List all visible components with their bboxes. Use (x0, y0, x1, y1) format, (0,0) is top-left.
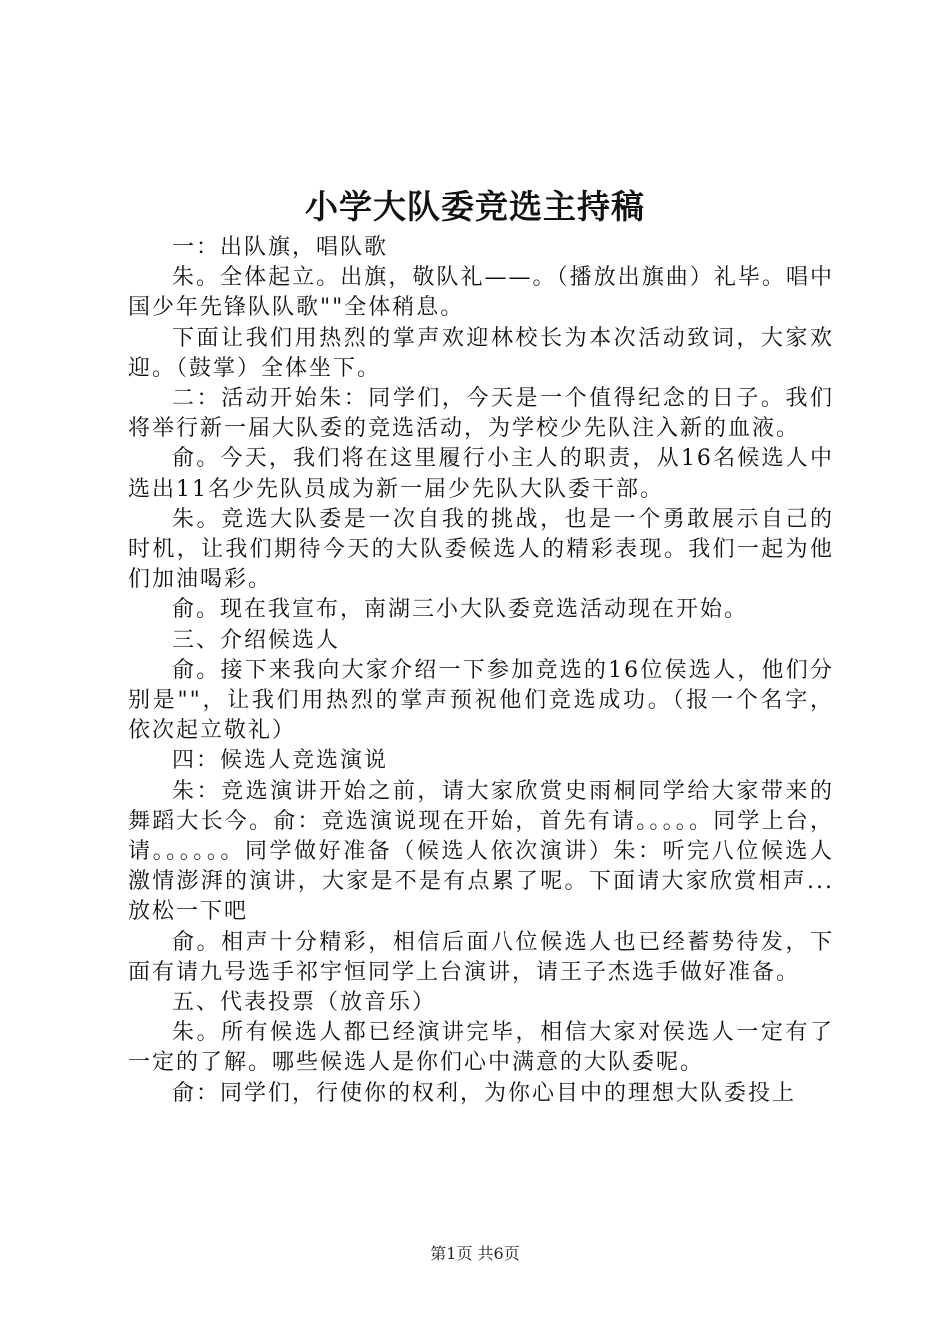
page-number-footer: 第1页 共6页 (430, 1244, 520, 1263)
paragraph: 下面让我们用热烈的掌声欢迎林校长为本次活动致词，大家欢迎。（鼓掌）全体坐下。 (128, 325, 834, 381)
paragraph: 一：出队旗，唱队歌 (172, 235, 389, 260)
paragraph: 朱：竞选演讲开始之前，请大家欣赏史雨桐同学给大家带来的舞蹈大长今。俞：竞选演说现在开始，首先有请。。。。。同学上台，请。。。。。。同学做好准备（候选人依次演讲）朱：听完八位候选人激情澎湃的演讲，大家是不是有点累了呢。下面请大家欣赏相声...放松一下吧 (128, 778, 834, 925)
paragraph: 二：活动开始朱：同学们，今天是一个值得纪念的日子。我们将举行新一届大队委的竞选活动，为学校少先队注入新的血液。 (128, 386, 834, 442)
paragraph: 朱。竞选大队委是一次自我的挑战，也是一个勇敢展示自己的时机，让我们期待今天的大队委候选人的精彩表现。我们一起为他们加油喝彩。 (128, 506, 834, 593)
document-body (128, 233, 834, 1109)
paragraph: 五、代表投票（放音乐） (172, 990, 437, 1016)
paragraph: 俞：同学们，行使你的权利，为你心目中的理想大队委投上 (172, 1080, 797, 1106)
paragraph: 四：候选人竞选演说 (172, 748, 389, 774)
paragraph: 朱。所有候选人都已经演讲完毕，相信大家对侯选人一定有了一定的了解。哪些候选人是你们心中满意的大队委呢。 (128, 1020, 834, 1076)
paragraph: 俞。相声十分精彩，相信后面八位候选人也已经蓄势待发，下面有请九号选手祁宇恒同学上台演讲，请王子杰选手做好准备。 (128, 929, 834, 985)
paragraph: 俞。现在我宣布，南湖三小大队委竞选活动现在开始。 (172, 597, 749, 623)
paragraph: 俞。接下来我向大家介绍一下参加竞选的16位侯选人，他们分别是""，让我们用热烈的掌声预祝他们竞选成功。（报一个名字，依次起立敬礼） (128, 657, 834, 744)
paragraph: 朱。全体起立。出旗，敬队礼——。（播放出旗曲）礼毕。唱中国少年先锋队队歌""全体稍息。 (128, 265, 834, 321)
document-title: 小学大队委竞选主持稿 (305, 187, 645, 226)
paragraph: 三、介绍候选人 (172, 627, 341, 653)
paragraph: 俞。今天，我们将在这里履行小主人的职责，从16名候选人中选出11名少先队员成为新一届少先队大队委干部。 (128, 446, 834, 502)
